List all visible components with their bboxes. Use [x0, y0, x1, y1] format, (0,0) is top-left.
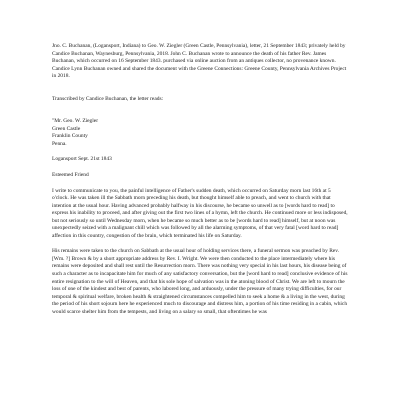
intro-citation: Jno. C. Buchanan, (Logansport, Indiana) to Geo. W. Ziegler (Green Castle, Pennsylvania), letter, 21 September 1843; privately held by Candice Buchanan, Waynesburg, Pennsylvania, 2018. John C. Buchanan wrote to announce the death of his father Rev. James Buchanan, which occurred on 16 September 1843. purchased via online auction from an antiques collector, no provenance known. Candice Lynn Buchanan owned and shared the document with the Greene Connections: Greene County, Pennsylvania Archives Project in 2018.	[52, 43, 347, 80]
address-line: Penna.	[52, 140, 67, 147]
address-line: "Mr. Geo. W. Ziegler	[52, 118, 99, 125]
address-line: Franklin County	[52, 133, 88, 140]
letter-paragraph: His remains were taken to the church on Sabbath at the usual hour of holding services there, a funeral sermon was preached by Rev. [Wm. ?] Brown & by a short appropriate address by Rev. I. Wright. We were then conducted to the place intermediately where his remains were deposited and shall rest until the Resurrection morn. There was nothing very special in his last hours, his disease being of such a character as to incapacitate him for much of any satisfactory conversation, but the [word hard to read] conclusive evidence of his entire resignation to the will of Heaven, and that his sole hope of salvation was in the atoning blood of Christ. We are left to mourn the loss of one of the kindest and best of parents, who labored long, and arduously, under the pressure of many trying difficulties, for our temporal & spiritual welfare, broken health & straightened circumstances compelled him to seek a home & a living in the west, during the period of his short sojourn here he experienced much to discourage and distress him, a portion of his time residing in a cabin, which would scarce shelter him from the tempests, and living on a salary so small, that oftentimes he was	[52, 248, 348, 315]
recipient-address	[52, 118, 348, 148]
letter-paragraph: I write to communicate to you, the painful intelligence of Father's sudden death, which occurred on Saturday morn last 16th at 5 o'clock. He was taken ill the Sabbath morn preceding his death, but thought himself able to preach, and went to church with that intention at the usual hour. Having advanced probably halfway in his discourse, he became so unwell as to [words hard to read] to express his inability to proceed, and after giving out the first two lines of a hymn, left the church. He continued more or less indisposed, but not seriously so until Wednesday morn, when he became so much better as to be [words hard to read] himself, but at noon was unexpectedly seized with a malignant chill which was followed by all the alarming symptoms, of that very fatal [word hard to read] affection in this country, congestion of the brain, which terminated his life on Saturday.	[52, 187, 348, 239]
letter-dateline: Logansport Sept. 21st 1843	[52, 156, 112, 163]
transcribed-by-note: Transcribed by Candice Buchanan, the letter reads:	[52, 95, 164, 102]
letter-document	[52, 43, 348, 324]
address-line: Green Castle	[52, 125, 81, 132]
letter-salutation: Esteemed Friend	[52, 172, 89, 179]
